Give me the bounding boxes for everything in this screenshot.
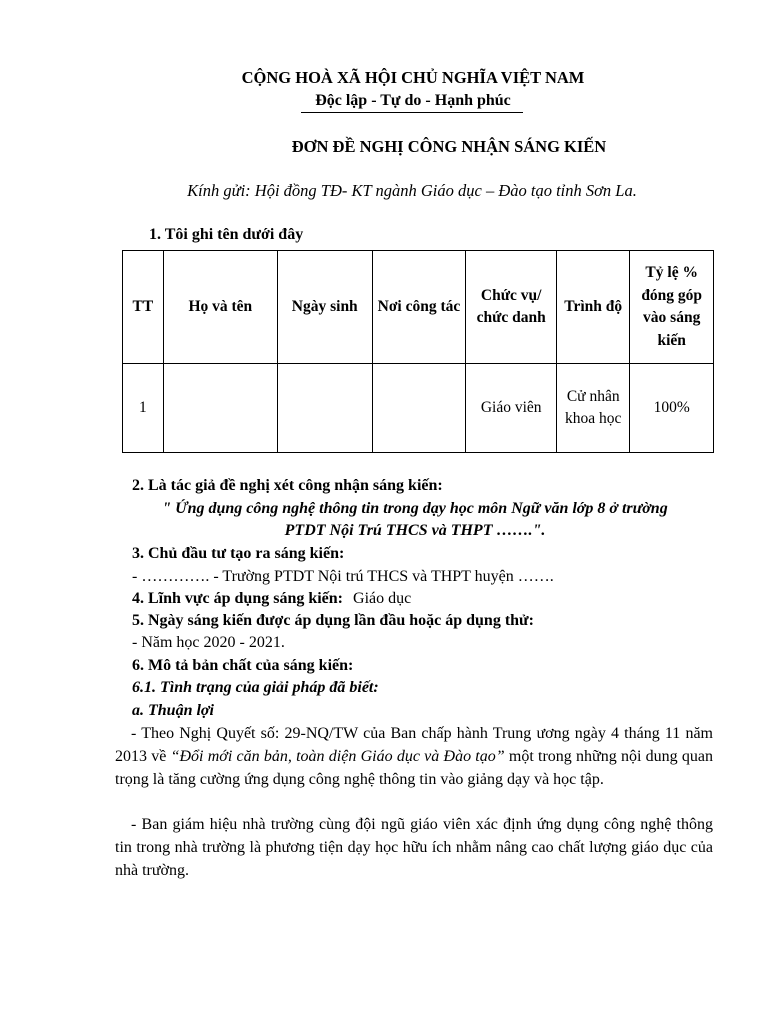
section-2-heading: 2. Là tác giả đề nghị xét công nhận sáng kiến: bbox=[132, 477, 443, 494]
section-4-heading: 4. Lĩnh vực áp dụng sáng kiến: bbox=[132, 590, 344, 607]
advantages-heading: a. Thuận lợi bbox=[132, 702, 214, 719]
section-1-heading: 1. Tôi ghi tên dưới đây bbox=[149, 226, 304, 243]
initiative-title-line-1: " Ứng dụng công nghệ thông tin trong dạy học môn Ngữ văn lớp 8 ở trường bbox=[162, 500, 668, 517]
section-5-text: - Năm học 2020 - 2021. bbox=[132, 634, 285, 651]
table-header-cell: Họ và tên bbox=[163, 251, 277, 364]
motto-underline bbox=[301, 112, 523, 113]
section-4-line bbox=[132, 588, 714, 610]
paragraph-resolution bbox=[115, 722, 713, 791]
table-header-cell: Trình độ bbox=[557, 251, 630, 364]
table-cell: 100% bbox=[630, 364, 714, 453]
initiative-title-line-2: PTDT Nội Trú THCS và THPT …….". bbox=[284, 522, 546, 539]
table-header-cell: Chức vụ/ chức danh bbox=[466, 251, 557, 364]
table-cell bbox=[277, 364, 372, 453]
table-header-row bbox=[123, 251, 714, 364]
recipient-line: Kính gửi: Hội đồng TĐ- KT ngành Giáo dục – Đào tạo tỉnh Sơn La. bbox=[187, 181, 637, 200]
section-3-heading: 3. Chủ đầu tư tạo ra sáng kiến: bbox=[132, 545, 345, 562]
author-table bbox=[122, 250, 714, 453]
section-6-heading: 6. Mô tả bản chất của sáng kiến: bbox=[132, 657, 354, 674]
table-cell bbox=[372, 364, 466, 453]
section-5-heading: 5. Ngày sáng kiến được áp dụng lần đầu hoặc áp dụng thử: bbox=[132, 612, 534, 629]
table-header-cell: Nơi công tác bbox=[372, 251, 466, 364]
paragraph-text: - Theo Nghị Quyết số: 29-NQ/TW của Ban chấp hành Trung ương ngày 4 tháng 11 năm 2013 về bbox=[115, 725, 713, 765]
document-title: ĐƠN ĐỀ NGHỊ CÔNG NHẬN SÁNG KIẾN bbox=[291, 137, 607, 156]
table-row bbox=[123, 364, 714, 453]
section-6-1-heading: 6.1. Tình trạng của giải pháp đã biết: bbox=[132, 679, 379, 696]
table-header-cell: TT bbox=[123, 251, 164, 364]
table-header-cell: Ngày sinh bbox=[277, 251, 372, 364]
table-cell: Cử nhân khoa học bbox=[557, 364, 630, 453]
paragraph-emphasis: “Đổi mới căn bản, toàn diện Giáo dục và Đào tạo” bbox=[170, 748, 505, 765]
table-header-cell: Tỷ lệ % đóng góp vào sáng kiến bbox=[630, 251, 714, 364]
table-cell: 1 bbox=[123, 364, 164, 453]
section-4-value: Giáo dục bbox=[353, 590, 412, 607]
section-3-text: - …………. - Trường PTDT Nội trú THCS và THPT huyện ……. bbox=[132, 568, 554, 585]
paragraph-board: - Ban giám hiệu nhà trường cùng đội ngũ giáo viên xác định ứng dụng công nghệ thông tin trong nhà trường là phương tiện dạy học hữu ích nhằm nâng cao chất lượng giáo dục của nhà trường. bbox=[115, 816, 713, 879]
table-cell: Giáo viên bbox=[466, 364, 557, 453]
motto: Độc lập - Tự do - Hạnh phúc bbox=[315, 92, 511, 109]
paragraph-text: một trong những nội dung quan trọng là tăng cường ứng dụng công nghệ thông tin vào giảng dạy và học tập. bbox=[115, 748, 713, 788]
table-cell bbox=[163, 364, 277, 453]
nation-title: CỘNG HOÀ XÃ HỘI CHỦ NGHĨA VIỆT NAM bbox=[241, 68, 585, 87]
